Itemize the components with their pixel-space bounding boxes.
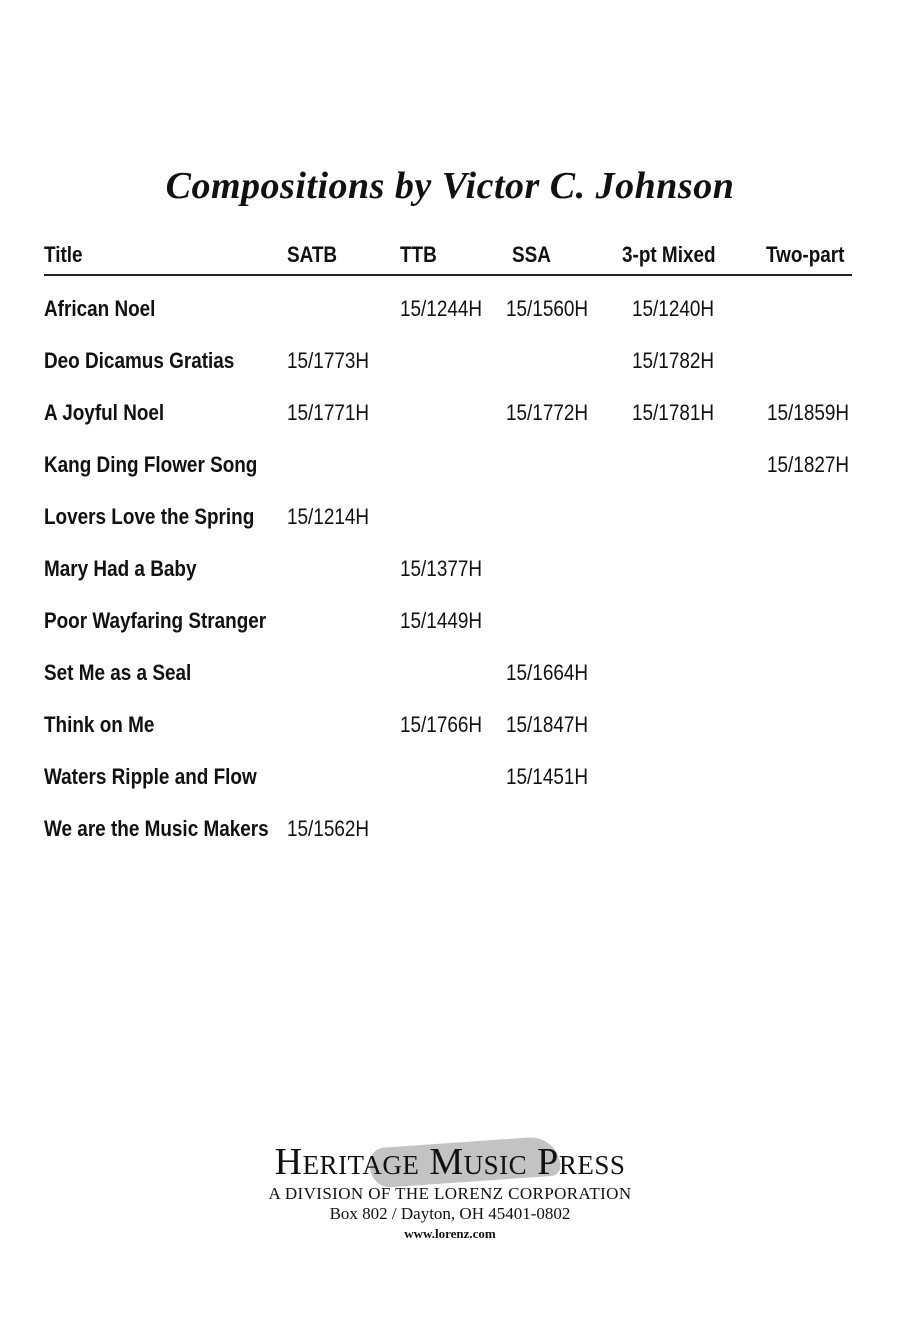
table-row — [0, 400, 900, 430]
cell-title: Waters Ripple and Flow — [44, 764, 257, 789]
cell-ssa: 15/1772H — [506, 400, 589, 425]
cell-title: We are the Music Makers — [44, 816, 269, 841]
cell-ssa: 15/1847H — [506, 712, 589, 737]
column-header-ttb: TTB — [400, 242, 437, 267]
cell-title: Kang Ding Flower Song — [44, 452, 258, 477]
cell-title: Deo Dicamus Gratias — [44, 348, 235, 373]
table-header — [44, 242, 852, 276]
table-row — [0, 608, 900, 638]
column-header-ssa: SSA — [512, 242, 551, 267]
cell-title: Set Me as a Seal — [44, 660, 192, 685]
cell-ttb: 15/1377H — [400, 556, 483, 581]
cell-ssa: 15/1560H — [506, 296, 589, 321]
table-row — [0, 712, 900, 742]
table-row — [0, 348, 900, 378]
cell-title: Mary Had a Baby — [44, 556, 197, 581]
cell-ssa: 15/1664H — [506, 660, 589, 685]
publisher-block — [0, 1140, 900, 1242]
cell-ttb: 15/1766H — [400, 712, 483, 737]
publisher-logo — [275, 1140, 626, 1184]
cell-title: A Joyful Noel — [44, 400, 165, 425]
page-title: Compositions by Victor C. Johnson — [165, 165, 735, 207]
cell-title: Think on Me — [44, 712, 155, 737]
table-row — [0, 816, 900, 846]
column-header-satb: SATB — [287, 242, 338, 267]
publisher-name: Heritage Music Press — [274, 1141, 626, 1183]
cell-3pt-mixed: 15/1782H — [632, 348, 715, 373]
table-row — [0, 296, 900, 326]
cell-ttb: 15/1244H — [400, 296, 483, 321]
cell-satb: 15/1214H — [287, 504, 370, 529]
cell-ttb: 15/1449H — [400, 608, 483, 633]
publisher-website: www.lorenz.com — [404, 1226, 496, 1241]
table-row — [0, 660, 900, 690]
cell-ssa: 15/1451H — [506, 764, 589, 789]
table-row — [0, 556, 900, 586]
publisher-address: Box 802 / Dayton, OH 45401-0802 — [329, 1204, 571, 1223]
cell-3pt-mixed: 15/1240H — [632, 296, 715, 321]
cell-title: Poor Wayfaring Stranger — [44, 608, 267, 633]
cell-two-part: 15/1859H — [767, 400, 850, 425]
cell-two-part: 15/1827H — [767, 452, 850, 477]
cell-title: Lovers Love the Spring — [44, 504, 255, 529]
column-header-3pt-mixed: 3-pt Mixed — [622, 242, 716, 267]
table-row — [0, 504, 900, 534]
cell-3pt-mixed: 15/1781H — [632, 400, 715, 425]
cell-satb: 15/1773H — [287, 348, 370, 373]
table-row — [0, 452, 900, 482]
table-row — [0, 764, 900, 794]
cell-satb: 15/1771H — [287, 400, 370, 425]
column-header-title: Title — [44, 242, 83, 267]
column-header-two-part: Two-part — [766, 242, 845, 267]
cell-title: African Noel — [44, 296, 156, 321]
publisher-division: A DIVISION OF THE LORENZ CORPORATION — [268, 1184, 632, 1203]
cell-satb: 15/1562H — [287, 816, 370, 841]
